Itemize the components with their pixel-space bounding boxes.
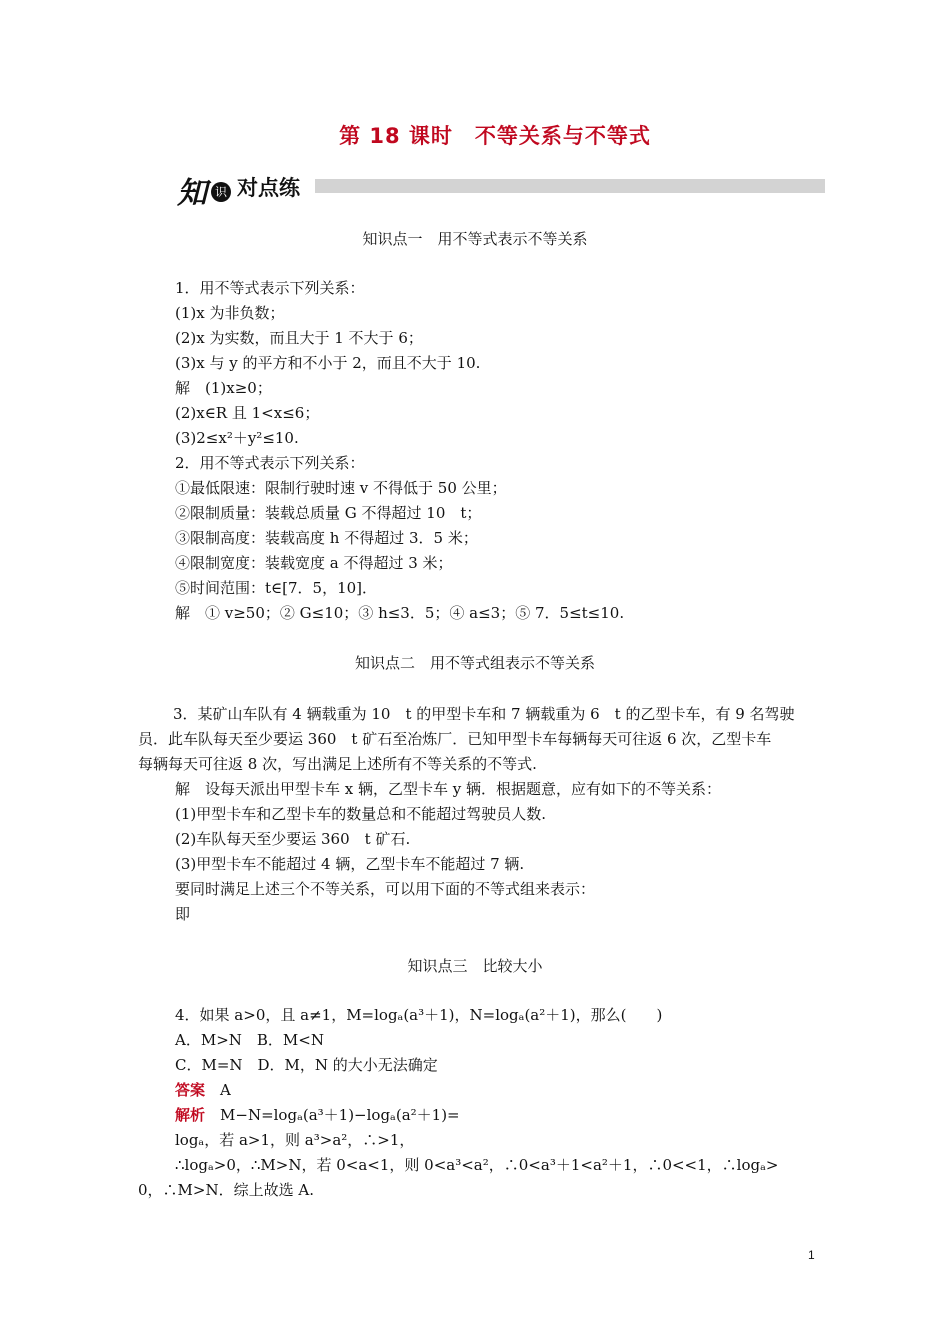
section-heading-2: 知识点二 用不等式组表示不等关系 <box>354 654 595 672</box>
text-line: 员．此车队每天至少要运 360 t 矿石至冶炼厂．已知甲型卡车每辆每天可往返 6 次，乙型卡车 <box>138 730 772 748</box>
text-line: (1)甲型卡车和乙型卡车的数量总和不能超过驾驶员人数. <box>175 805 547 823</box>
solution-block-3 <box>175 777 825 927</box>
banner-bar <box>315 179 825 193</box>
options-line: A．M>N B．M<N <box>175 1031 324 1049</box>
analysis-text: M−N=logₐ(a³＋1)−logₐ(a²＋1)= <box>205 1106 460 1124</box>
section-heading-1: 知识点一 用不等式表示不等关系 <box>362 230 588 248</box>
analysis-continuation <box>138 1178 828 1203</box>
page-title: 第 18 课时 不等关系与不等式 <box>339 124 651 148</box>
text-line: (2)车队每天至少要运 360 t 矿石. <box>175 830 411 848</box>
question-block-3 <box>138 702 828 777</box>
banner-logo-circle: 识 <box>211 182 231 202</box>
text-line: 2．用不等式表示下列关系： <box>175 454 365 472</box>
section-banner <box>175 170 825 211</box>
text-line: 解 (1)x≥0； <box>175 379 272 397</box>
text-line: ③限制高度：装载高度 h 不得超过 3．5 米； <box>175 529 478 547</box>
text-line: (3)x 与 y 的平方和不小于 2，而且不大于 10. <box>175 354 481 372</box>
text-line: 解 ① v≥50；② G≤10；③ h≤3．5；④ a≤3；⑤ 7．5≤t≤10. <box>175 604 625 622</box>
text-line: ④限制宽度：装载宽度 a 不得超过 3 米； <box>175 554 453 572</box>
question-stem: 4．如果 a>0，且 a≠1，M=logₐ(a³＋1)，N=logₐ(a²＋1)，那么( ) <box>175 1006 663 1024</box>
text-line: (3)2≤x²＋y²≤10. <box>175 429 299 447</box>
text-line: ⑤时间范围：t∈[7．5，10]． <box>175 579 378 597</box>
text-line: ②限制质量：装载总质量 G 不得超过 10 t； <box>175 504 482 522</box>
answer-line <box>175 1078 825 1103</box>
analysis-line: 0，∴M>N．综上故选 A. <box>138 1181 314 1199</box>
text-line: (2)x 为实数，而且大于 1 不大于 6； <box>175 329 423 347</box>
text-line: 3．某矿山车队有 4 辆载重为 10 t 的甲型卡车和 7 辆载重为 6 t 的乙型卡车，有 9 名驾驶 <box>173 705 795 723</box>
analysis-line <box>175 1103 825 1128</box>
analysis-line: ∴logₐ>0，∴M>N，若 0<a<1，则 0<a³<a²，∴0<a³＋1<a²＋1，∴0<<1，∴logₐ> <box>175 1156 779 1174</box>
answer-value: A <box>205 1081 231 1099</box>
text-line: 要同时满足上述三个不等关系，可以用下面的不等式组来表示： <box>175 880 596 898</box>
banner-label: 对点练 <box>237 176 300 200</box>
options-line: C．M=N D．M，N 的大小无法确定 <box>175 1056 438 1074</box>
banner-logo: 知 <box>177 176 207 211</box>
answer-label: 答案 <box>175 1081 206 1099</box>
text-line: 即 <box>175 905 191 923</box>
text-line: (3)甲型卡车不能超过 4 辆，乙型卡车不能超过 7 辆. <box>175 855 525 873</box>
text-line: (1)x 为非负数； <box>175 304 285 322</box>
text-line: ①最低限速：限制行驶时速 v 不得低于 50 公里； <box>175 479 507 497</box>
text-line: (2)x∈R 且 1<x≤6； <box>175 404 320 422</box>
text-line: 解 设每天派出甲型卡车 x 辆，乙型卡车 y 辆．根据题意，应有如下的不等关系： <box>175 780 722 798</box>
analysis-line: logₐ，若 a>1，则 a³>a²，∴>1， <box>175 1131 415 1149</box>
text-line: 每辆每天可往返 8 次，写出满足上述所有不等关系的不等式. <box>138 755 537 773</box>
page-number: 1 <box>808 1248 815 1262</box>
text-line: 1．用不等式表示下列关系： <box>175 279 365 297</box>
question-block-1 <box>175 276 825 626</box>
analysis-label: 解析 <box>175 1106 206 1124</box>
question-block-4 <box>175 1003 825 1178</box>
section-heading-3: 知识点三 比较大小 <box>407 957 543 975</box>
